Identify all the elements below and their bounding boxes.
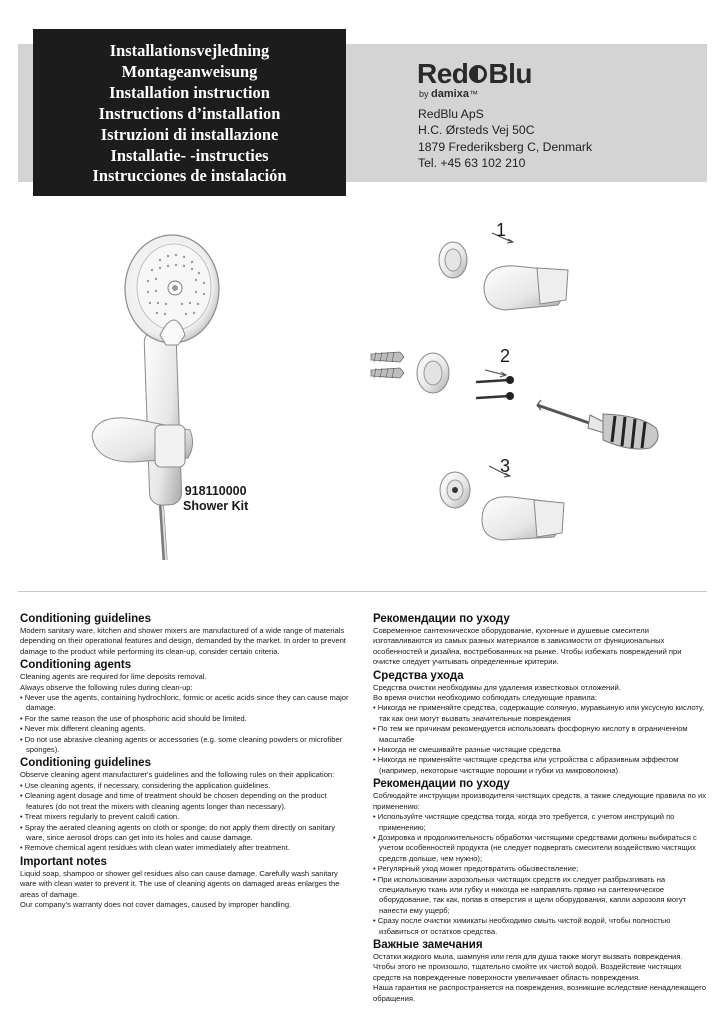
title-danish: Installationsvejledning bbox=[109, 41, 270, 60]
paragraph: Liquid soap, shampoo or shower gel residues also can cause damage. Carefully wash sanitary ware with clean water to prevent it. The use of cleaning agents on damaged areas enlarges the areas of damage. bbox=[20, 868, 340, 899]
section-heading: Conditioning guidelines bbox=[20, 613, 151, 625]
russian-guidelines bbox=[373, 611, 707, 1004]
step-3-illustration bbox=[440, 466, 564, 540]
paragraph: Always observe the following rules during clean-up: bbox=[20, 682, 193, 692]
list-item: • Используйте чистящие средства тогда, когда это требуется, с учетом инструкций по применению; bbox=[373, 812, 707, 833]
paragraph: Средства очистки необходимы для удаления известковых отложений. bbox=[373, 682, 621, 692]
logo-word-blu: Blu bbox=[488, 58, 533, 89]
list-item: • Never mix different cleaning agents. bbox=[20, 724, 354, 734]
paragraph: Our company's warranty does not cover damages, caused by improper handling. bbox=[20, 899, 292, 909]
list-item: • Никогда не применяйте средства, содержащие соляную, муравьиную или уксусную кислоту, так как они могут вызвать значительные повреждения bbox=[373, 703, 707, 724]
paragraph: Modern sanitary ware, kitchen and shower mixers are manufactured of a wide range of materials depending on their operational features and design, demanded by the market. In order to prevent damage to the product while performing its clean-up, consider certain criteria. bbox=[20, 626, 346, 656]
logo-dot-icon bbox=[469, 65, 487, 83]
step-1-number: 1 bbox=[496, 220, 507, 240]
product-code: 918110000 bbox=[184, 484, 247, 498]
section-heading: Важные замечания bbox=[373, 938, 483, 951]
section-heading: Conditioning guidelines bbox=[20, 757, 151, 770]
title-french: Instructions d’installation bbox=[98, 103, 281, 123]
paragraph: Во время очистки необходимо соблюдать следующие правила: bbox=[373, 693, 597, 703]
address-city: 1879 Frederiksberg C, Denmark bbox=[418, 139, 593, 154]
list-item: • For the same reason the use of phosphoric acid should be limited. bbox=[20, 714, 354, 724]
step-2-illustration bbox=[371, 352, 658, 449]
title-english: Installation instruction bbox=[109, 82, 270, 102]
list-item: • Do not use abrasive cleaning agents or accessories (e.g. some cleaning powders or microfiber sponges). bbox=[20, 735, 354, 756]
bullet-list bbox=[373, 812, 707, 937]
list-item: • Remove chemical agent residues with clean water immediately after treatment. bbox=[20, 843, 354, 853]
company-address bbox=[418, 106, 592, 171]
logo-subtitle: by damixa™ bbox=[419, 88, 478, 100]
list-item: • Регулярный уход может предотвратить обызвествление; bbox=[373, 864, 707, 874]
section-heading: Рекомендации по уходу bbox=[373, 613, 510, 625]
section-heading: Conditioning agents bbox=[20, 659, 132, 672]
paragraph: Современное сантехническое оборудование, кухонные и душевые смесители изготавливаются из самых разных материалов в зависимости от функциональных особенностей и дизайна, востребованных на рынке. Чтобы избежать повреждений при очистке следует учитывать определенные критерии. bbox=[373, 626, 682, 667]
title-box bbox=[33, 29, 346, 196]
bullet-list bbox=[20, 693, 354, 755]
list-item: • Никогда не применяйте чистящие средства или устройства с абразивным эффектом (например, некоторые чистящие порошки и губки из микроволокна). bbox=[373, 755, 707, 776]
paragraph: Остатки жидкого мыла, шампуня или геля для душа также могут вызвать повреждения. Чтобы этого не произошло, тщательно смойте их чистой водой. Воздействие чистящих средств на поврежденные поверхности увеличивает область повреждения. bbox=[373, 951, 683, 982]
step-3-number: 3 bbox=[500, 456, 511, 476]
redblu-logo bbox=[417, 59, 532, 100]
paragraph: Observe cleaning agent manufacturer's guidelines and the following rules on their application: bbox=[20, 770, 335, 780]
step-2-number: 2 bbox=[500, 346, 511, 366]
step-1-illustration bbox=[439, 233, 568, 310]
section-heading: Средства ухода bbox=[373, 669, 464, 682]
list-item: • Сразу после очистки химикаты необходимо смыть чистой водой, чтобы полностью избавиться от остатков средства. bbox=[373, 916, 707, 937]
list-item: • Дозировка и продолжительность обработки чистящими средствами должны выбираться с учетом особенностей продукта (не следует подвергать смесители воздействию чистящих средств дольше, чем нужно); bbox=[373, 833, 707, 864]
product-name: Shower Kit bbox=[183, 499, 249, 513]
list-item: • Treat mixers regularly to prevent calcifi cation. bbox=[20, 812, 354, 822]
product-label bbox=[183, 484, 248, 514]
section-heading: Рекомендации по уходу bbox=[373, 778, 510, 791]
paragraph: Наша гарантия не распространяется на повреждения, возникшие вследствие ненадлежащего обращения. bbox=[373, 983, 706, 1003]
list-item: • Никогда не смешивайте разные чистящие средства bbox=[373, 745, 707, 755]
list-item: • Never use the agents, containing hydrochloric, formic or acetic acids since they can cause major damage. bbox=[20, 693, 354, 714]
logo-word-red: Red bbox=[417, 58, 469, 89]
paragraph: Соблюдайте инструкции производителя чистящих средств, а также следующие правила по их применению: bbox=[373, 791, 706, 811]
title-german: Montageanweisung bbox=[121, 61, 258, 81]
bullet-list bbox=[373, 703, 707, 776]
list-item: • Spray the aerated cleaning agents on cloth or sponge; do not apply them directly on sanitary ware, since aerosol drops can get into its holes and cause damage. bbox=[20, 823, 354, 844]
list-item: • Cleaning agent dosage and time of treatment should be chosen depending on the product features (do not treat the mixers with cleaning agents longer than necessary). bbox=[20, 791, 354, 812]
list-item: • Use cleaning agents, if necessary, considering the application guidelines. bbox=[20, 781, 354, 791]
paragraph: Cleaning agents are required for lime deposits removal. bbox=[20, 672, 207, 682]
address-company: RedBlu ApS bbox=[418, 107, 484, 121]
list-item: • При использовании аэрозольных чистящих средств их следует разбрызгивать на специальную ткань или губку и никогда не направлять прямо на сантехническое оборудование, так как, попав в отверстия и щели оборудования, капли аэрозоля могут нанести ему ущерб; bbox=[373, 875, 707, 917]
title-dutch: Installatie- -instructies bbox=[110, 145, 269, 165]
section-heading: Important notes bbox=[20, 855, 107, 868]
english-guidelines bbox=[20, 611, 354, 910]
section-divider bbox=[18, 591, 707, 592]
address-street: H.C. Ørsteds Vej 50C bbox=[418, 123, 535, 138]
installation-illustration bbox=[0, 205, 724, 585]
title-spanish: Instrucciones de instalación bbox=[92, 166, 287, 186]
address-phone: Tel. +45 63 102 210 bbox=[418, 155, 526, 170]
list-item: • По тем же причинам рекомендуется использовать фосфорную кислоту в ограниченном масштабе bbox=[373, 724, 707, 745]
bullet-list bbox=[20, 781, 354, 854]
title-italian: Istruzioni di installazione bbox=[100, 124, 279, 144]
